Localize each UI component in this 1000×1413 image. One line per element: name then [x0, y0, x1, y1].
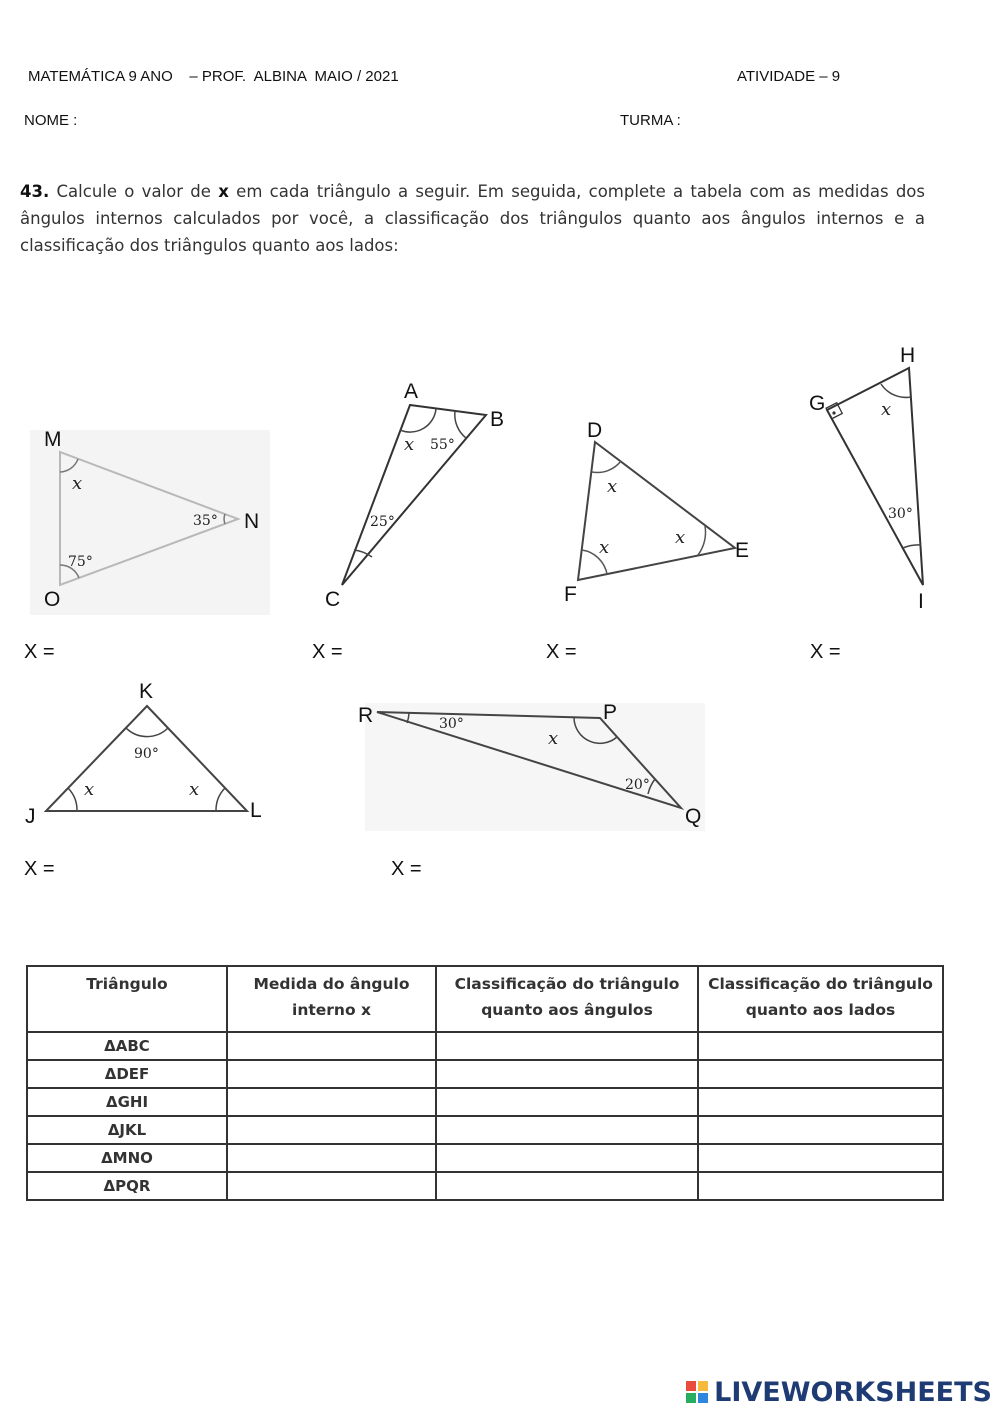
cell-side-class-input[interactable] — [698, 1144, 943, 1172]
class-label: TURMA : — [620, 112, 681, 129]
question-text-after: em cada triângulo a seguir. Em seguida, complete a tabela com as medidas dos ângulos internos calculados por você, a classificação dos triângulos quanto aos ângulos internos e a classificação dos triângulos quanto aos lados: — [20, 182, 926, 255]
cell-side-class-input[interactable] — [698, 1032, 943, 1060]
angle-x-a: x — [404, 434, 415, 455]
triangle-jkl-figure — [22, 678, 282, 833]
table-row — [27, 1172, 943, 1200]
answer-def: X = — [546, 641, 577, 663]
angle-x-l: x — [189, 779, 200, 800]
question-number: 43. — [20, 182, 50, 201]
angle-x-p: x — [548, 728, 559, 749]
triangle-ghi — [827, 368, 923, 585]
cell-angle-input[interactable] — [227, 1172, 436, 1200]
cell-angle-class-input[interactable] — [436, 1088, 698, 1116]
angle-x-e: x — [675, 527, 686, 548]
vertex-b: B — [490, 408, 505, 431]
vertex-p: P — [603, 701, 618, 724]
answer-mno: X = — [24, 641, 55, 663]
angle-q-value: 20° — [625, 777, 650, 793]
triangle-abc-figure — [320, 370, 520, 615]
figure-background — [365, 703, 705, 831]
angle-x-f: x — [599, 537, 610, 558]
cell-angle-class-input[interactable] — [436, 1060, 698, 1088]
figure-background — [30, 430, 270, 615]
angle-arc-j — [68, 788, 77, 811]
angle-arc-i — [903, 545, 921, 548]
activity-number: ATIVIDADE – 9 — [737, 68, 841, 85]
cell-angle-class-input[interactable] — [436, 1172, 698, 1200]
right-angle-dot — [832, 411, 835, 414]
vertex-f: F — [564, 583, 577, 606]
header-angle-measure: Medida do ângulo interno x — [227, 966, 436, 1032]
vertex-g: G — [809, 392, 826, 415]
logo-icon — [686, 1381, 708, 1403]
cell-angle-input[interactable] — [227, 1116, 436, 1144]
angle-n-value: 35° — [193, 513, 218, 529]
row-label: ΔGHI — [27, 1088, 227, 1116]
question-variable: x — [218, 182, 229, 201]
name-label: NOME : — [24, 112, 78, 129]
vertex-l: L — [250, 799, 262, 822]
question-text-before: Calcule o valor de — [56, 182, 211, 201]
angle-k-value: 90° — [134, 746, 159, 762]
table-row — [27, 1144, 943, 1172]
answer-pqr: X = — [391, 858, 422, 880]
header-side-classification: Classificação do triângulo quanto aos lados — [698, 966, 943, 1032]
cell-side-class-input[interactable] — [698, 1088, 943, 1116]
angle-r-value: 30° — [439, 716, 464, 732]
vertex-k: K — [139, 680, 154, 703]
vertex-n: N — [244, 510, 260, 533]
header-angle-classification: Classificação do triângulo quanto aos ângulos — [436, 966, 698, 1032]
angle-c-value: 25° — [370, 514, 395, 530]
row-label: ΔPQR — [27, 1172, 227, 1200]
angle-arc-b — [455, 411, 466, 438]
vertex-a: A — [404, 380, 419, 403]
cell-angle-class-input[interactable] — [436, 1144, 698, 1172]
cell-angle-input[interactable] — [227, 1032, 436, 1060]
angle-x-h: x — [881, 399, 892, 420]
table-header-row — [27, 966, 943, 1032]
table-row — [27, 1116, 943, 1144]
answers-table — [26, 965, 944, 1201]
triangle-def-figure — [555, 410, 755, 610]
vertex-h: H — [900, 344, 916, 367]
question-text — [20, 178, 925, 259]
liveworksheets-logo[interactable] — [686, 1377, 992, 1407]
angle-x-m: x — [72, 473, 83, 494]
vertex-i: I — [918, 590, 924, 613]
header-triangle: Triângulo — [27, 966, 227, 1032]
answer-abc: X = — [312, 641, 343, 663]
answer-ghi: X = — [810, 641, 841, 663]
cell-angle-input[interactable] — [227, 1144, 436, 1172]
angle-arc-l — [216, 788, 225, 811]
cell-side-class-input[interactable] — [698, 1172, 943, 1200]
vertex-e: E — [735, 539, 750, 562]
vertex-d: D — [587, 419, 603, 442]
vertex-r: R — [358, 704, 374, 727]
angle-arc-e — [698, 526, 706, 555]
row-label: ΔABC — [27, 1032, 227, 1060]
vertex-o: O — [44, 588, 61, 611]
vertex-j: J — [25, 805, 36, 828]
angle-x-d: x — [607, 476, 618, 497]
logo-text: LIVEWORKSHEETS — [714, 1376, 992, 1408]
angle-arc-h — [881, 384, 911, 397]
vertex-c: C — [325, 588, 341, 611]
cell-angle-input[interactable] — [227, 1060, 436, 1088]
table-row — [27, 1088, 943, 1116]
vertex-q: Q — [685, 805, 702, 828]
row-label: ΔMNO — [27, 1144, 227, 1172]
vertex-m: M — [44, 428, 62, 451]
angle-i-value: 30° — [888, 506, 913, 522]
triangle-mno-figure — [30, 420, 280, 620]
table-row — [27, 1060, 943, 1088]
cell-side-class-input[interactable] — [698, 1116, 943, 1144]
triangle-pqr-figure — [355, 695, 715, 835]
angle-arc-d — [592, 461, 621, 472]
triangle-def — [578, 442, 735, 580]
cell-side-class-input[interactable] — [698, 1060, 943, 1088]
answer-jkl: X = — [24, 858, 55, 880]
triangle-ghi-figure — [805, 340, 950, 615]
cell-angle-class-input[interactable] — [436, 1116, 698, 1144]
angle-x-j: x — [84, 779, 95, 800]
cell-angle-input[interactable] — [227, 1088, 436, 1116]
table-row — [27, 1032, 943, 1060]
cell-angle-class-input[interactable] — [436, 1032, 698, 1060]
header-title: MATEMÁTICA 9 ANO – PROF. ALBINA MAIO / 2021 — [28, 68, 399, 85]
angle-b-value: 55° — [430, 437, 455, 453]
angle-o-value: 75° — [68, 554, 93, 570]
row-label: ΔDEF — [27, 1060, 227, 1088]
row-label: ΔJKL — [27, 1116, 227, 1144]
angle-arc-k — [126, 728, 168, 737]
angle-arc-a — [400, 409, 436, 432]
